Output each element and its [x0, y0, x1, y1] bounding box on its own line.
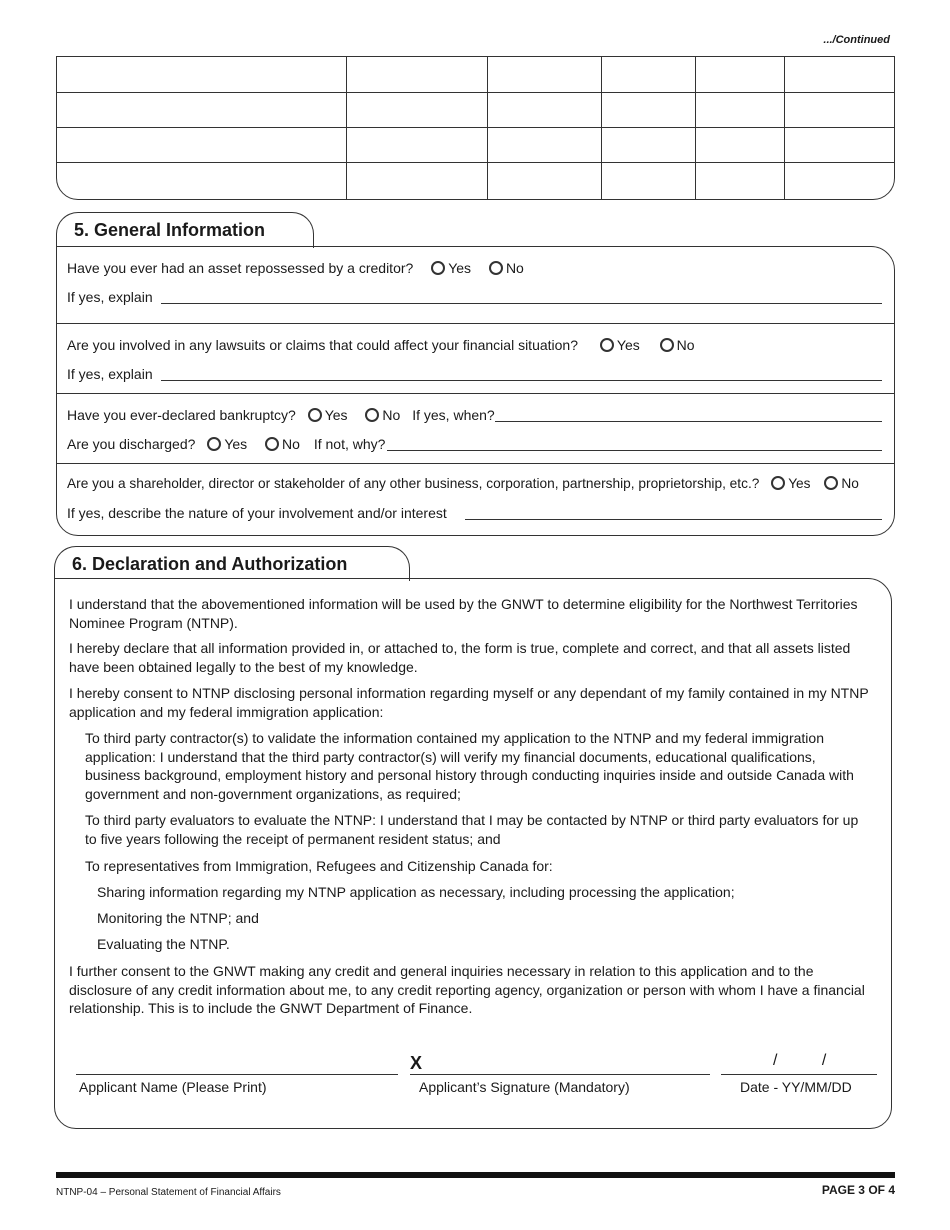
signature-x-mark: X	[410, 1053, 423, 1073]
table-column-divider	[487, 57, 488, 199]
footer-rule	[56, 1172, 895, 1178]
why-label: If not, why?	[313, 436, 386, 452]
why-input-line[interactable]	[387, 450, 882, 451]
form-id: NTNP-04 – Personal Statement of Financial Affairs	[56, 1187, 281, 1198]
question-discharged: Are you discharged? Yes No If not, why?	[67, 436, 386, 452]
section-5-header	[56, 212, 314, 248]
declaration-subitem: Sharing information regarding my NTNP application as necessary, including processing the application;	[97, 884, 735, 900]
radio-no[interactable]: No	[489, 260, 524, 276]
divider	[56, 393, 895, 394]
describe-label: If yes, describe the nature of your involvement and/or interest	[67, 505, 447, 521]
declaration-paragraph: I understand that the abovementioned information will be used by the GNWT to determine eligibility for the Northwest Territories Nominee Program (NTNP).	[69, 596, 858, 631]
declaration-paragraph: I hereby declare that all information provided in, or attached to, the form is true, complete and correct, and that all assets listed have been obtained legally to the best of my knowledge.	[69, 640, 851, 675]
radio-circle-icon	[365, 408, 379, 422]
radio-circle-icon	[431, 261, 445, 275]
radio-yes[interactable]: Yes	[771, 476, 810, 491]
date-label: Date - YY/MM/DD	[740, 1079, 852, 1095]
signature-input-line[interactable]	[410, 1074, 710, 1075]
page-number: PAGE 3 OF 4	[821, 1183, 895, 1197]
question-lawsuits: Are you involved in any lawsuits or claims that could affect your financial situation? Yes No	[67, 337, 695, 353]
table-column-divider	[601, 57, 602, 199]
declaration-item: To third party contractor(s) to validate the information contained my application to the NTNP and my federal immigration application: I understand that the third party contractor(s) will verify my financial documents, educational qualifications, business background, employment history and personal history through conducting inquiries inside and outside Canada with government and non-government organizations, as required;	[85, 730, 854, 802]
table-cell[interactable]	[59, 59, 344, 90]
radio-no[interactable]: No	[824, 476, 859, 491]
applicant-name-label: Applicant Name (Please Print)	[79, 1079, 267, 1095]
question-shareholder: Are you a shareholder, director or stakeholder of any other business, corporation, partnership, proprietorship, etc.? Yes No	[67, 476, 859, 491]
declaration-paragraph: I hereby consent to NTNP disclosing personal information regarding myself or any dependant of my family contained in my NTNP application and my federal immigration application:	[69, 685, 869, 720]
radio-circle-icon	[600, 338, 614, 352]
radio-circle-icon	[489, 261, 503, 275]
table-cell[interactable]	[59, 94, 344, 125]
explain-label: If yes, explain	[67, 289, 153, 305]
radio-yes[interactable]: Yes	[600, 337, 640, 353]
when-input-line[interactable]	[495, 421, 882, 422]
table-column-divider	[784, 57, 785, 199]
declaration-subitem: Monitoring the NTNP; and	[97, 910, 259, 926]
declaration-item: To third party evaluators to evaluate the NTNP: I understand that I may be contacted by NTNP or third party evaluators for up to five years following the receipt of permanent resident status; and	[85, 812, 859, 847]
radio-circle-icon	[660, 338, 674, 352]
section-5-box	[56, 246, 895, 536]
table-cell[interactable]	[59, 129, 344, 160]
radio-circle-icon	[771, 476, 785, 490]
radio-yes[interactable]: Yes	[207, 436, 247, 452]
explain-label: If yes, explain	[67, 366, 153, 382]
section-6-header	[54, 546, 410, 581]
when-label: If yes, when?	[412, 407, 495, 423]
date-input-line[interactable]	[721, 1074, 877, 1075]
table-column-divider	[346, 57, 347, 199]
divider	[56, 463, 895, 464]
section-5-title: 5. General Information	[74, 220, 266, 240]
question-repossessed: Have you ever had an asset repossessed by a creditor? Yes No	[67, 260, 524, 276]
radio-no[interactable]: No	[265, 436, 300, 452]
asset-table	[56, 56, 895, 200]
declaration-subitem: Evaluating the NTNP.	[97, 936, 230, 952]
describe-input-line[interactable]	[465, 519, 882, 520]
explain-input-line[interactable]	[161, 303, 882, 304]
section-6-title: 6. Declaration and Authorization	[72, 554, 348, 574]
continued-label: .../Continued	[823, 34, 890, 46]
radio-yes[interactable]: Yes	[308, 407, 348, 423]
radio-circle-icon	[308, 408, 322, 422]
declaration-paragraph: I further consent to the GNWT making any credit and general inquiries necessary in relation to this application and to the disclosure of any credit information about me, to any credit reporting agency, organization or person with whom I have a financial relationship. This is to include the GNWT Department of Finance.	[69, 963, 865, 1016]
table-column-divider	[695, 57, 696, 199]
signature-label: Applicant’s Signature (Mandatory)	[419, 1079, 630, 1095]
radio-circle-icon	[207, 437, 221, 451]
applicant-name-input-line[interactable]	[76, 1074, 398, 1075]
explain-input-line[interactable]	[161, 380, 882, 381]
radio-yes[interactable]: Yes	[431, 260, 471, 276]
radio-no[interactable]: No	[660, 337, 695, 353]
radio-circle-icon	[265, 437, 279, 451]
date-slashes: / /	[773, 1052, 827, 1069]
radio-circle-icon	[824, 476, 838, 490]
declaration-item: To representatives from Immigration, Refugees and Citizenship Canada for:	[85, 858, 553, 874]
radio-no[interactable]: No	[365, 407, 400, 423]
table-cell[interactable]	[59, 164, 344, 197]
question-bankruptcy: Have you ever-declared bankruptcy? Yes No If yes, when?	[67, 407, 495, 423]
divider	[56, 323, 895, 324]
